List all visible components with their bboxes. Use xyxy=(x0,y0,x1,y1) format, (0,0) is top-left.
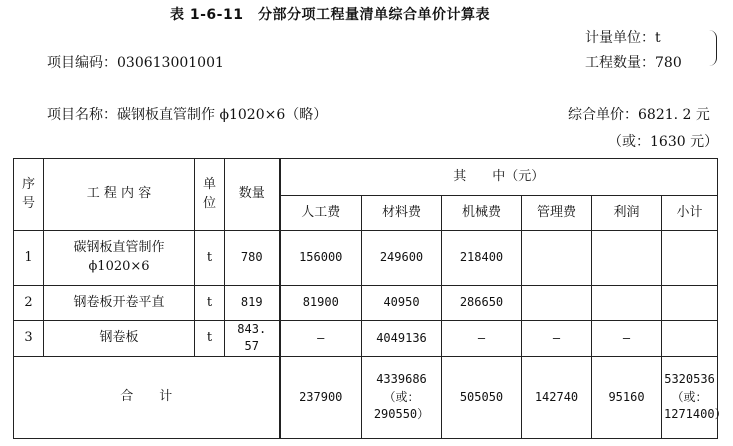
row-seq: 3 xyxy=(14,321,44,357)
cost-table xyxy=(13,158,727,439)
header-content: 工 程 内 容 xyxy=(44,159,195,231)
row-machine: — xyxy=(442,321,522,357)
table-row xyxy=(14,231,718,286)
row-qty: 819 xyxy=(225,286,280,321)
header-profit: 利润 xyxy=(592,196,662,231)
header-subtotal: 小计 xyxy=(662,196,718,231)
row-seq: 2 xyxy=(14,286,44,321)
total-management: 142740 xyxy=(522,356,592,438)
row-profit xyxy=(592,231,662,286)
total-subtotal: 5320536 （或： 1271400） xyxy=(662,356,718,438)
row-content: 碳钢板直管制作 ϕ1020×6 xyxy=(44,231,195,286)
table-total-row xyxy=(14,356,718,438)
row-management: — xyxy=(522,321,592,357)
row-management xyxy=(522,286,592,321)
row-management xyxy=(522,231,592,286)
row-qty: 780 xyxy=(225,231,280,286)
row-unit: t xyxy=(195,286,225,321)
row-qty: 843. 57 xyxy=(225,321,280,357)
page-title: 表 1-6-11 分部分项工程量清单综合单价计算表 xyxy=(170,7,490,23)
header-group: 其 中（元） xyxy=(280,159,718,196)
table-row xyxy=(14,321,718,357)
header-unit: 单 位 xyxy=(195,159,225,231)
row-labor: 156000 xyxy=(280,231,362,286)
work-quantity: 工程数量：780 xyxy=(585,55,682,71)
header-management: 管理费 xyxy=(522,196,592,231)
row-material: 4049136 xyxy=(362,321,442,357)
header-seq: 序 号 xyxy=(14,159,44,231)
row-subtotal xyxy=(662,231,718,286)
row-machine: 218400 xyxy=(442,231,522,286)
row-unit: t xyxy=(195,231,225,286)
row-labor: 81900 xyxy=(280,286,362,321)
total-label: 合 计 xyxy=(14,356,280,438)
row-content: 钢卷板开卷平直 xyxy=(44,286,195,321)
row-content: 钢卷板 xyxy=(44,321,195,357)
measure-unit: 计量单位：t xyxy=(585,30,661,46)
row-profit: — xyxy=(592,321,662,357)
table-header-row xyxy=(14,159,718,196)
unit-price-alt: （或：1630 元） xyxy=(608,134,719,150)
project-name: 项目名称：碳钢板直管制作 ϕ1020×6（略） xyxy=(47,107,328,123)
header-labor: 人工费 xyxy=(280,196,362,231)
project-code: 项目编码：030613001001 xyxy=(47,55,224,71)
header-machine: 机械费 xyxy=(442,196,522,231)
row-subtotal xyxy=(662,286,718,321)
total-labor: 237900 xyxy=(280,356,362,438)
total-profit: 95160 xyxy=(592,356,662,438)
row-profit xyxy=(592,286,662,321)
unit-price: 综合单价：6821. 2 元 xyxy=(568,107,710,123)
row-labor: — xyxy=(280,321,362,357)
bracket-decoration xyxy=(708,30,717,66)
total-machine: 505050 xyxy=(442,356,522,438)
table-row xyxy=(14,286,718,321)
row-unit: t xyxy=(195,321,225,357)
header-qty: 数量 xyxy=(225,159,280,231)
row-machine: 286650 xyxy=(442,286,522,321)
row-subtotal xyxy=(662,321,718,357)
header-material: 材料费 xyxy=(362,196,442,231)
row-seq: 1 xyxy=(14,231,44,286)
row-material: 249600 xyxy=(362,231,442,286)
total-material: 4339686 （或： 290550） xyxy=(362,356,442,438)
row-material: 40950 xyxy=(362,286,442,321)
